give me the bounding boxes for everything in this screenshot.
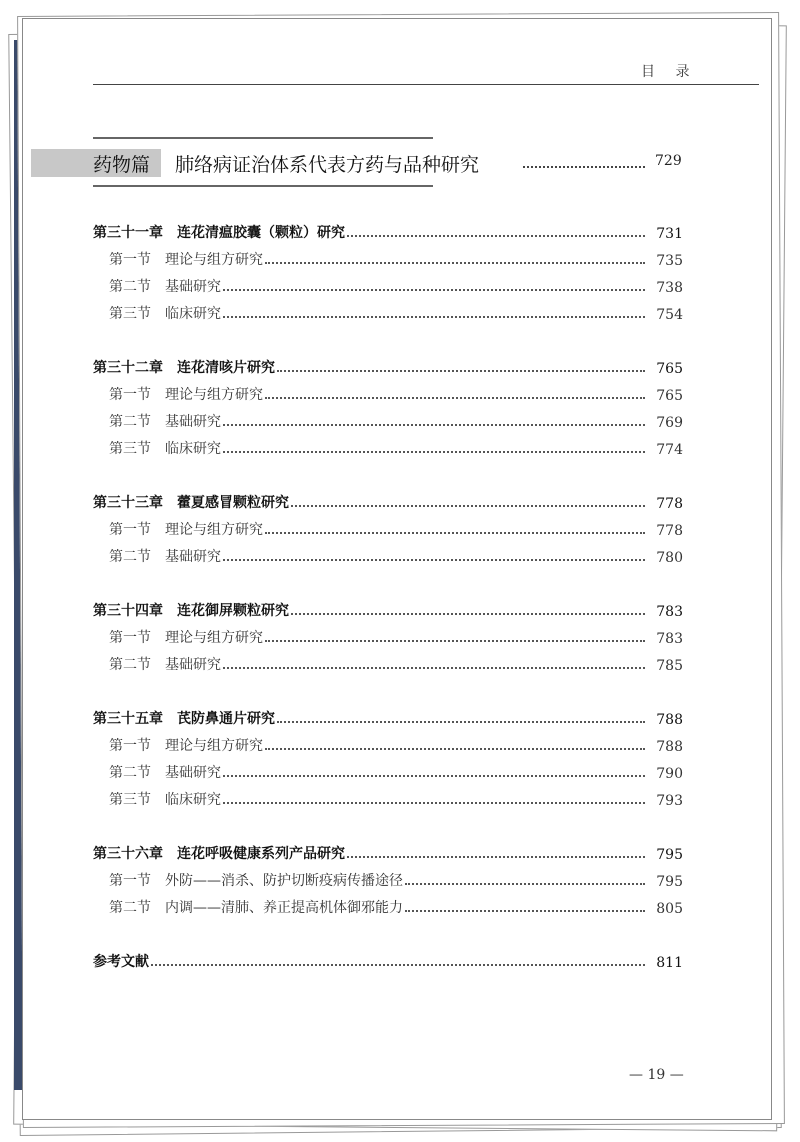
chapter-entry[interactable]	[93, 485, 683, 512]
leader-dots	[265, 532, 645, 534]
leader-dots	[265, 640, 645, 642]
leader-dots	[265, 262, 645, 264]
leader-dots	[405, 883, 645, 885]
entry-title: 理论与组方研究	[165, 738, 263, 754]
leader-dots	[265, 748, 645, 750]
entry-page: 785	[656, 658, 683, 674]
entry-label: 第三十六章	[93, 846, 163, 862]
leader-dots	[405, 910, 645, 912]
chapter-group	[93, 350, 683, 458]
chapter-entry[interactable]	[93, 593, 683, 620]
entry-label: 第三节	[109, 792, 151, 808]
entry-title: 内调——清肺、养正提高机体御邪能力	[165, 900, 403, 916]
leader-dots	[347, 856, 645, 858]
leader-dots	[223, 559, 645, 561]
entry-title: 参考文献	[93, 954, 149, 970]
entry-label: 第一节	[109, 738, 151, 754]
section-entry[interactable]	[93, 782, 683, 809]
leader-dots	[265, 397, 645, 399]
chapter-entry[interactable]	[93, 836, 683, 863]
entry-label: 第三十二章	[93, 360, 163, 376]
entry-page: 780	[656, 550, 683, 566]
entry-title: 连花清瘟胶囊（颗粒）研究	[177, 225, 345, 241]
entry-label: 第二节	[109, 549, 151, 565]
entry-page: 788	[656, 739, 683, 755]
chapter-group	[93, 593, 683, 674]
entry-page: 769	[656, 415, 683, 431]
entry-label: 第二节	[109, 900, 151, 916]
entry-page: 778	[656, 496, 683, 512]
leader-dots	[291, 505, 645, 507]
entry-title: 连花御屏颗粒研究	[177, 603, 289, 619]
entry-page: 731	[656, 226, 683, 242]
chapter-group	[93, 215, 683, 323]
entry-label: 第二节	[109, 414, 151, 430]
chapter-entry[interactable]	[93, 350, 683, 377]
section-entry[interactable]	[93, 296, 683, 323]
entry-title: 基础研究	[165, 549, 221, 565]
references-group	[93, 944, 683, 971]
section-entry[interactable]	[93, 539, 683, 566]
part-rule-top	[93, 137, 433, 139]
entry-title: 藿夏感冒颗粒研究	[177, 495, 289, 511]
entry-label: 第二节	[109, 765, 151, 781]
chapter-group	[93, 836, 683, 917]
section-entry[interactable]	[93, 512, 683, 539]
section-entry[interactable]	[93, 728, 683, 755]
entry-label: 第二节	[109, 657, 151, 673]
entry-label: 第二节	[109, 279, 151, 295]
entry-page: 778	[656, 523, 683, 539]
toc-page	[22, 18, 772, 1120]
chapter-group	[93, 701, 683, 809]
leader-dots	[223, 316, 645, 318]
entry-label: 第三十一章	[93, 225, 163, 241]
part-rule-bottom	[93, 185, 433, 187]
references-entry[interactable]	[93, 944, 683, 971]
part-label: 药物篇	[93, 154, 151, 176]
leader-dots	[223, 802, 645, 804]
entry-page: 735	[656, 253, 683, 269]
entry-title: 基础研究	[165, 414, 221, 430]
entry-page: 783	[656, 604, 683, 620]
leader-dots	[347, 235, 645, 237]
entry-page: 788	[656, 712, 683, 728]
entry-page: 754	[656, 307, 683, 323]
entry-label: 第一节	[109, 522, 151, 538]
entry-page: 790	[656, 766, 683, 782]
leader-dots	[291, 613, 645, 615]
chapter-entry[interactable]	[93, 215, 683, 242]
leader-dots	[223, 775, 645, 777]
leader-dots	[523, 166, 645, 168]
entry-label: 第三节	[109, 306, 151, 322]
section-entry[interactable]	[93, 269, 683, 296]
entry-title: 理论与组方研究	[165, 630, 263, 646]
entry-page: 765	[656, 361, 683, 377]
toc-list	[93, 215, 683, 998]
entry-page: 795	[656, 874, 683, 890]
entry-label: 第三十五章	[93, 711, 163, 727]
entry-page: 765	[656, 388, 683, 404]
entry-page: 783	[656, 631, 683, 647]
entry-label: 第三十三章	[93, 495, 163, 511]
entry-title: 连花清咳片研究	[177, 360, 275, 376]
leader-dots	[223, 424, 645, 426]
section-entry[interactable]	[93, 404, 683, 431]
entry-page: 738	[656, 280, 683, 296]
chapter-group	[93, 485, 683, 566]
section-entry[interactable]	[93, 377, 683, 404]
part-title: 肺络病证治体系代表方药与品种研究	[175, 154, 480, 176]
section-entry[interactable]	[93, 755, 683, 782]
entry-page: 805	[656, 901, 683, 917]
entry-label: 第三十四章	[93, 603, 163, 619]
entry-page: 774	[656, 442, 683, 458]
leader-dots	[223, 289, 645, 291]
entry-label: 第一节	[109, 387, 151, 403]
entry-page: 795	[656, 847, 683, 863]
section-entry[interactable]	[93, 863, 683, 890]
entry-title: 理论与组方研究	[165, 387, 263, 403]
page-number: — 19 —	[629, 1067, 684, 1083]
entry-title: 理论与组方研究	[165, 522, 263, 538]
entry-title: 基础研究	[165, 279, 221, 295]
entry-label: 第三节	[109, 441, 151, 457]
entry-title: 连花呼吸健康系列产品研究	[177, 846, 345, 862]
entry-title: 临床研究	[165, 441, 221, 457]
entry-title: 理论与组方研究	[165, 252, 263, 268]
entry-title: 临床研究	[165, 792, 221, 808]
part-page: 729	[655, 153, 682, 169]
running-header: 目 录	[641, 64, 698, 80]
leader-dots	[277, 370, 645, 372]
section-entry[interactable]	[93, 242, 683, 269]
entry-title: 基础研究	[165, 765, 221, 781]
section-entry[interactable]	[93, 890, 683, 917]
entry-title: 外防——消杀、防护切断疫病传播途径	[165, 873, 403, 889]
leader-dots	[277, 721, 645, 723]
entry-label: 第一节	[109, 630, 151, 646]
entry-title: 基础研究	[165, 657, 221, 673]
entry-page: 793	[656, 793, 683, 809]
section-entry[interactable]	[93, 431, 683, 458]
section-entry[interactable]	[93, 620, 683, 647]
section-entry[interactable]	[93, 647, 683, 674]
entry-label: 第一节	[109, 873, 151, 889]
leader-dots	[223, 451, 645, 453]
entry-title: 临床研究	[165, 306, 221, 322]
leader-dots	[151, 964, 645, 966]
leader-dots	[223, 667, 645, 669]
chapter-entry[interactable]	[93, 701, 683, 728]
entry-title: 芪防鼻通片研究	[177, 711, 275, 727]
entry-label: 第一节	[109, 252, 151, 268]
entry-page: 811	[656, 955, 683, 971]
header-rule	[93, 84, 759, 85]
